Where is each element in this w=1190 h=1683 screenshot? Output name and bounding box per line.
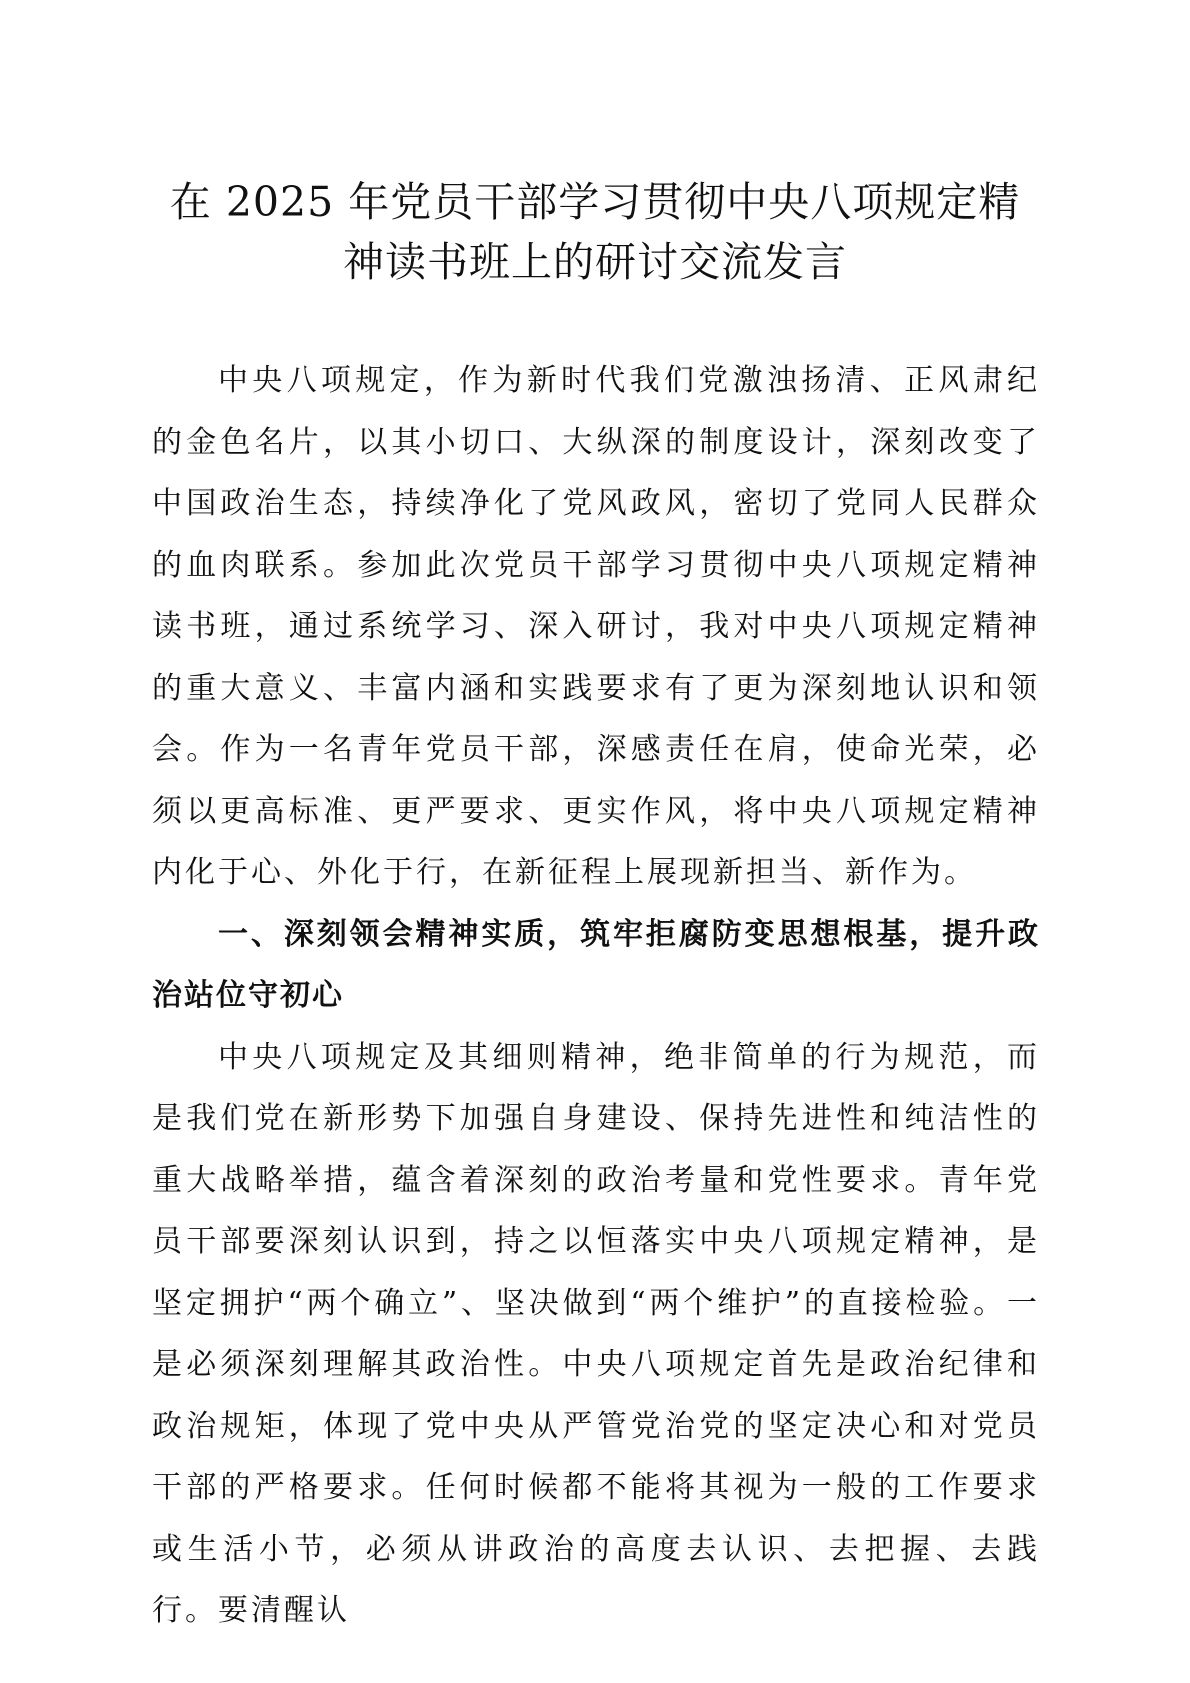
title-line-1: 在 2025 年党员干部学习贯彻中央八项规定精 (169, 178, 1021, 226)
title-line-2: 神读书班上的研讨交流发言 (343, 238, 847, 286)
paragraph-section-1: 中央八项规定及其细则精神，绝非简单的行为规范，而是我们党在新形势下加强自身建设、保持先进性和纯洁性的重大战略举措，蕴含着深刻的政治考量和党性要求。青年党员干部要深刻认识到，持之以恒落实中央八项规定精神，是坚定拥护“两个确立”、坚决做到“两个维护”的直接检验。一是必须深刻理解其政治性。中央八项规定首先是政治纪律和政治规矩，体现了党中央从严管党治党的坚定决心和对党员干部的严格要求。任何时候都不能将其视为一般的工作要求或生活小节，必须从讲政治的高度去认识、去把握、去践行。要清醒认 (152, 1039, 1040, 1628)
document-body (152, 350, 1040, 1642)
paragraph-intro: 中央八项规定，作为新时代我们党激浊扬清、正风肃纪的金色名片，以其小切口、大纵深的制度设计，深刻改变了中国政治生态，持续净化了党风政风，密切了党同人民群众的血肉联系。参加此次党员干部学习贯彻中央八项规定精神读书班，通过系统学习、深入研讨，我对中央八项规定精神的重大意义、丰富内涵和实践要求有了更为深刻地认识和领会。作为一名青年党员干部，深感责任在肩，使命光荣，必须以更高标准、更严要求、更实作风，将中央八项规定精神内化于心、外化于行，在新征程上展现新担当、新作为。 (152, 363, 1040, 890)
document-title (150, 172, 1040, 292)
section-heading-1: 一、深刻领会精神实质，筑牢拒腐防变思想根基，提升政治站位守初心 (152, 916, 1040, 1013)
